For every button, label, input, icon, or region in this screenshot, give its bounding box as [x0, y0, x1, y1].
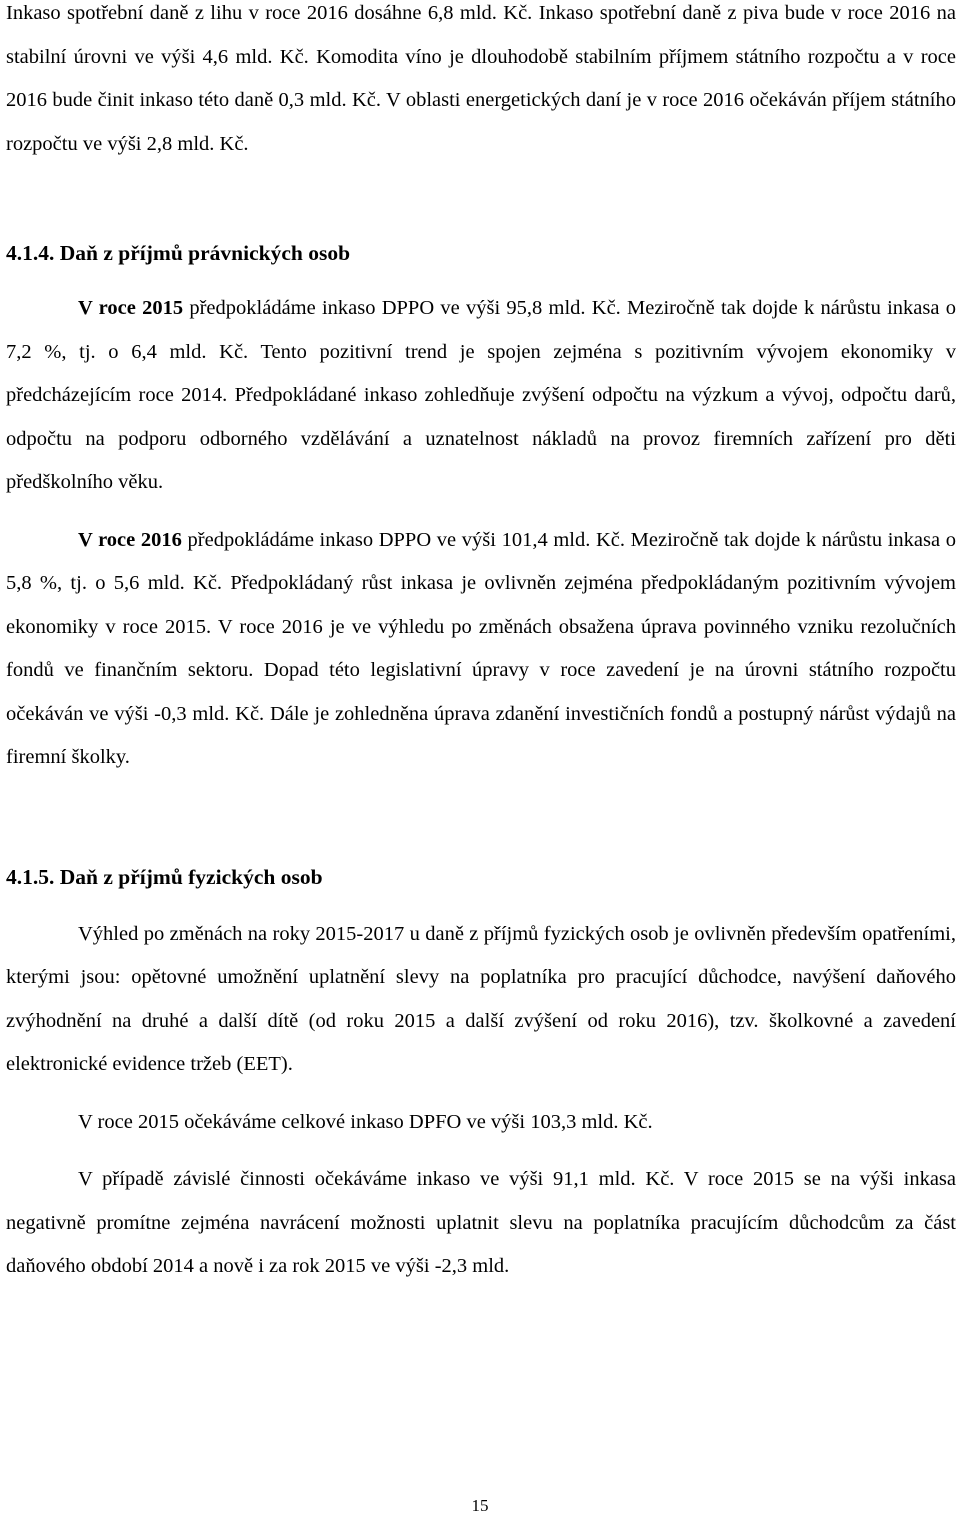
- section-heading-dppo: [6, 232, 956, 275]
- section-title: Daň z příjmů právnických osob: [59, 241, 351, 265]
- dpfo-paragraph-employment: V případě závislé činnosti očekáváme inkaso ve výši 91,1 mld. Kč. V roce 2015 se na výši inkasa negativně promítne zejména navrácení možnosti uplatnit slevu na poplatníka pracujícím důchodcům za část daňového období 2014 a nově i za rok 2015 ve výši -2,3 mld.: [6, 1168, 956, 1277]
- year-lead-2016: V roce 2016: [78, 528, 182, 551]
- document-page: [6, 0, 956, 1289]
- dppo-paragraph-2015: [6, 287, 956, 505]
- section-number: 4.1.5.: [6, 864, 55, 889]
- year-lead-2015: V roce 2015: [78, 297, 184, 319]
- dpfo-paragraph-total: V roce 2015 očekáváme celkové inkaso DPFO ve výši 103,3 mld. Kč.: [78, 1110, 653, 1133]
- dppo-paragraph-2015-text: předpokládáme inkaso DPPO ve výši 95,8 mld. Kč. Meziročně tak dojde k nárůstu inkasa o 7,2 %, tj. o 6,4 mld. Kč. Tento pozitivní trend je spojen zejména s pozitivním vývojem ekonomiky v předcházejícím roce 2014. Předpokládané inkaso zohledňuje zvýšení odpočtu na výzkum a vývoj, odpočtu darů, odpočtu na podporu odborného vzdělávání a uznatelnost nákladů na provoz firemních zařízení pro děti předškolního věku.: [6, 297, 956, 493]
- dppo-paragraph-2016-text: předpokládáme inkaso DPPO ve výši 101,4 mld. Kč. Meziročně tak dojde k nárůstu inkasa o 5,8 %, tj. o 5,6 mld. Kč. Předpokládaný růst inkasa je ovlivněn zejména předpokládaným pozitivním vývojem ekonomiky v roce 2015. V roce 2016 je ve výhledu po změnách obsažena úprava povinného vzniku rezolučních fondů ve finančním sektoru. Dopad této legislativní úpravy v roce zavedení je na úrovni státního rozpočtu očekáván ve výši -0,3 mld. Kč. Dále je zohledněna úprava zdanění investičních fondů a postupný nárůst výdajů na firemní školky.: [6, 528, 956, 768]
- section-heading-dpfo: [6, 856, 956, 899]
- section-number: 4.1.4.: [6, 241, 55, 265]
- dpfo-paragraph-changes: Výhled po změnách na roky 2015-2017 u daně z příjmů fyzických osob je ovlivněn především opatřeními, kterými jsou: opětovné umožnění uplatnění slevy na poplatníka pro pracující důchodce, navýšení daňového zvýhodnění na druhé a další dítě (od roku 2015 a další zvýšení od roku 2016), tzv. školkovné a zavedení elektronické evidence tržeb (EET).: [6, 922, 956, 1075]
- section-title: Daň z příjmů fyzických osob: [59, 864, 323, 889]
- dppo-paragraph-2016: [6, 519, 956, 780]
- page-number: 15: [471, 1496, 489, 1515]
- intro-paragraph: Inkaso spotřební daně z lihu v roce 2016 dosáhne 6,8 mld. Kč. Inkaso spotřební daně z piva bude v roce 2016 na stabilní úrovni ve výši 4,6 mld. Kč. Komodita víno je dlouhodobě stabilním příjmem státního rozpočtu a v roce 2016 bude činit inkaso této daně 0,3 mld. Kč. V oblasti energetických daní je v roce 2016 očekáván příjem státního rozpočtu ve výši 2,8 mld. Kč.: [6, 2, 956, 155]
